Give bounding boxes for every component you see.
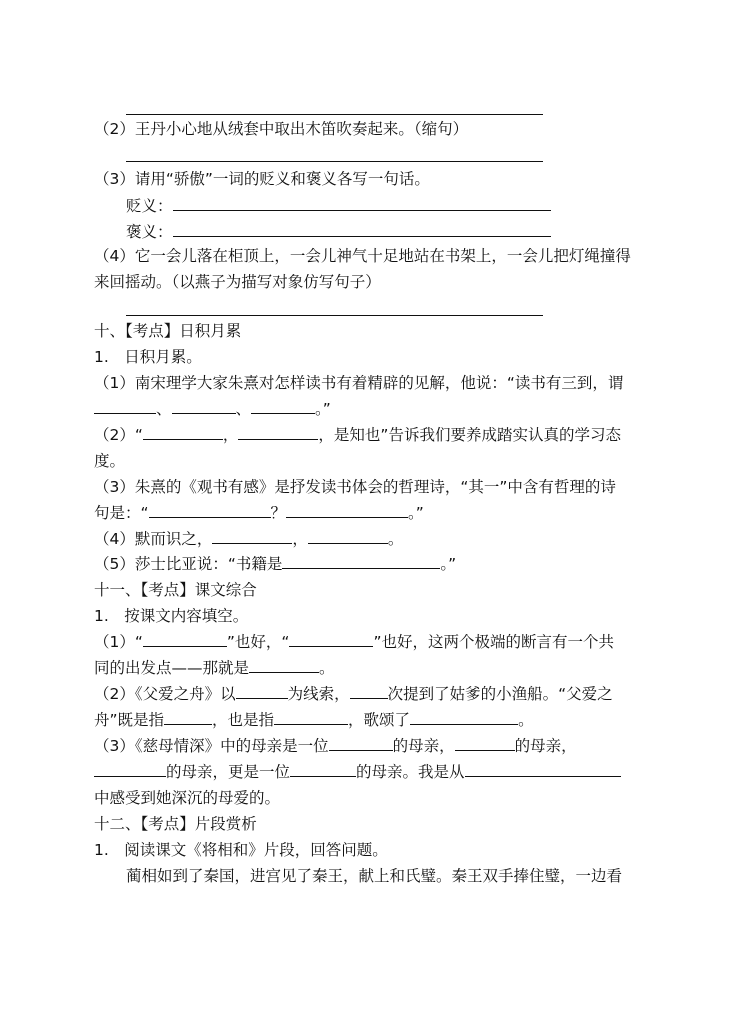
fill-blank[interactable] bbox=[286, 503, 408, 518]
passage-first-line: 蔺相如到了秦国，进宫见了秦王，献上和氏璧。秦王双手捧住璧，一边看 bbox=[126, 867, 623, 885]
s11-item-3-line-2: 的母亲，更是一位 的母亲。我是从 bbox=[94, 761, 621, 783]
fill-blank[interactable] bbox=[249, 658, 319, 673]
fill-blank[interactable] bbox=[143, 425, 223, 440]
fill-blank[interactable] bbox=[282, 554, 440, 569]
s10-item-3-line-1: （3）朱熹的《观书有感》是抒发读书体会的哲理诗，“其一”中含有哲理的诗 bbox=[94, 478, 616, 496]
s11-item-1-line-2: 同的出发点——那就是 。 bbox=[94, 659, 335, 677]
s10-item-5: （5）莎士比亚说：“书籍是 。” bbox=[94, 555, 457, 573]
s10-item-2-line-2: 度。 bbox=[94, 452, 126, 470]
question-3-proud: （3）请用“骄傲”一词的贬义和褒义各写一句话。 bbox=[94, 170, 430, 188]
s10-item-1-line-1: （1）南宋理学大家朱熹对怎样读书有着精辟的见解，他说：“读书有三到，谓 bbox=[94, 374, 624, 392]
fill-blank[interactable] bbox=[308, 529, 388, 544]
derogatory-row bbox=[126, 195, 551, 217]
fill-blank[interactable] bbox=[149, 503, 271, 518]
fill-blank[interactable] bbox=[274, 710, 348, 725]
section-10-q1: 1. 日积月累。 bbox=[94, 348, 202, 366]
s11-item-3-line-1: （3）《慈母情深》中的母亲是一位 的母亲， 的母亲， bbox=[94, 737, 577, 755]
s10-item-2-line-1: （2）“ ， ，是知也”告诉我们要养成踏实认真的学习态 bbox=[94, 426, 621, 444]
fill-blank[interactable] bbox=[94, 399, 156, 414]
s10-item-3-line-2: 句是：“ ？ 。” bbox=[94, 504, 424, 522]
fill-blank[interactable] bbox=[172, 399, 236, 414]
commendatory-label: 褒义： bbox=[126, 223, 173, 241]
s10-item-4: （4）默而识之， ， 。 bbox=[94, 530, 404, 548]
answer-line bbox=[126, 114, 543, 115]
derogatory-blank[interactable] bbox=[173, 196, 551, 211]
fill-blank[interactable] bbox=[251, 399, 315, 414]
fill-blank[interactable] bbox=[350, 684, 388, 699]
fill-blank[interactable] bbox=[289, 632, 373, 647]
section-11-heading: 十一、【考点】课文综合 bbox=[94, 581, 257, 599]
fill-blank[interactable] bbox=[290, 762, 356, 777]
s10-item-1-line-2: 、 、 。” bbox=[94, 398, 331, 420]
fill-blank[interactable] bbox=[329, 736, 393, 751]
fill-blank[interactable] bbox=[164, 710, 212, 725]
section-11-q1: 1. 按课文内容填空。 bbox=[94, 607, 249, 625]
fill-blank[interactable] bbox=[236, 684, 288, 699]
s11-item-1-line-1: （1）“ ”也好，“ ”也好，这两个极端的断言有一个共 bbox=[94, 633, 614, 651]
question-4-line-2: 来回摇动。（以燕子为描写对象仿写句子） bbox=[94, 273, 381, 291]
derogatory-label: 贬义： bbox=[126, 197, 173, 215]
answer-line bbox=[126, 315, 543, 316]
commendatory-row bbox=[126, 221, 551, 243]
s11-item-3-line-3: 中感受到她深沉的母爱的。 bbox=[94, 789, 281, 807]
fill-blank[interactable] bbox=[410, 710, 518, 725]
section-12-q1: 1. 阅读课文《将相和》片段，回答问题。 bbox=[94, 841, 388, 859]
fill-blank[interactable] bbox=[455, 736, 515, 751]
question-4-line-1: （4）它一会儿落在柜顶上，一会儿神气十足地站在书架上，一会儿把灯绳撞得 bbox=[94, 247, 631, 265]
s11-item-2-line-1: （2）《父爱之舟》以 为线索， 次提到了姑爹的小渔船。“父爱之 bbox=[94, 685, 613, 703]
fill-blank[interactable] bbox=[465, 762, 621, 777]
commendatory-blank[interactable] bbox=[173, 222, 551, 237]
section-12-heading: 十二、【考点】片段赏析 bbox=[94, 815, 257, 833]
section-10-heading: 十、【考点】日积月累 bbox=[94, 322, 242, 340]
fill-blank[interactable] bbox=[143, 632, 227, 647]
fill-blank[interactable] bbox=[238, 425, 318, 440]
fill-blank[interactable] bbox=[94, 762, 166, 777]
question-2-shrink-sentence: （2）王丹小心地从绒套中取出木笛吹奏起来。（缩句） bbox=[94, 120, 469, 138]
answer-line bbox=[126, 161, 543, 162]
s11-item-2-line-2: 舟”既是指 ，也是指 ，歌颂了 。 bbox=[94, 711, 534, 729]
fill-blank[interactable] bbox=[212, 529, 292, 544]
